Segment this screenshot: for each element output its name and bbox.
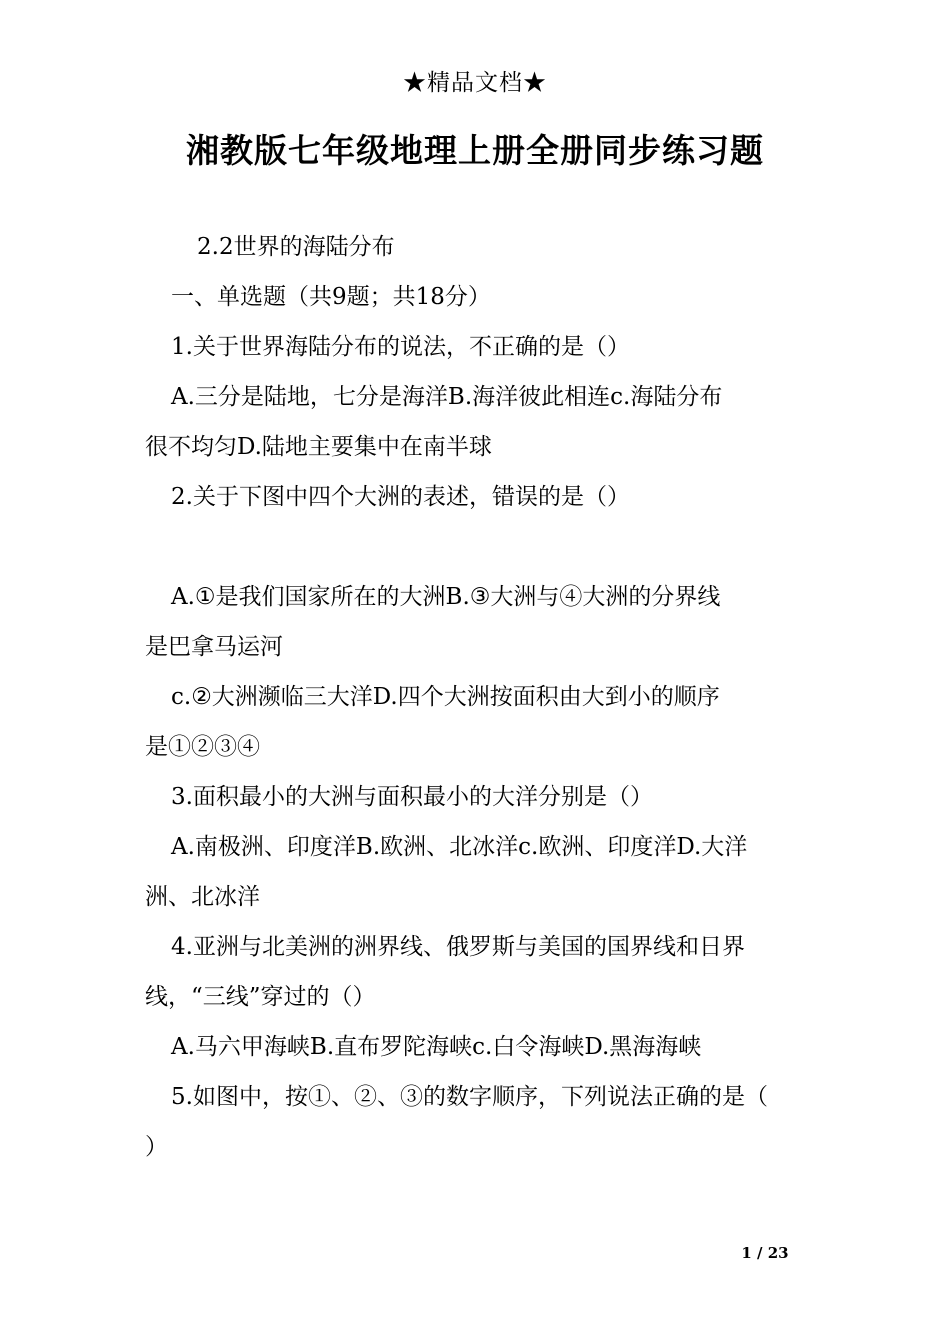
question-2-options: A.①是我们国家所在的大洲B.③大洲与④大洲的分界线 <box>171 584 721 610</box>
question-3-options: A.南极洲、印度洋B.欧洲、北冰洋c.欧洲、印度洋D.大洋 <box>171 834 748 860</box>
question-2-options-cont: 是巴拿马运河 <box>145 634 283 660</box>
question-4-options: A.马六甲海峡B.直布罗陀海峡c.白令海峡D.黑海海峡 <box>171 1034 702 1060</box>
section-heading: 2.2世界的海陆分布 <box>197 234 395 260</box>
question-2-options-2: c.②大洲濒临三大洋D.四个大洲按面积由大到小的顺序 <box>171 684 720 710</box>
part-heading: 一、单选题（共9题；共18分） <box>171 284 491 310</box>
document-body <box>145 222 810 1172</box>
question-3-stem: 3.面积最小的大洲与面积最小的大洋分别是（） <box>171 784 653 810</box>
question-2-options-2-cont: 是①②③④ <box>145 734 260 760</box>
question-2-stem: 2.关于下图中四个大洲的表述，错误的是（） <box>171 484 630 510</box>
question-5-stem: 5.如图中，按①、②、③的数字顺序，下列说法正确的是（ <box>171 1084 768 1110</box>
question-5-stem-cont: ） <box>145 1134 168 1160</box>
question-1-options: A.三分是陆地，七分是海洋B.海洋彼此相连c.海陆分布 <box>171 384 723 410</box>
figure-placeholder <box>145 522 810 572</box>
question-1-options-cont: 很不均匀D.陆地主要集中在南半球 <box>145 434 492 460</box>
header-tag: ★精品文档★ <box>403 70 547 96</box>
question-4-stem: 4.亚洲与北美洲的洲界线、俄罗斯与美国的国界线和日界 <box>171 934 745 960</box>
document-title: 湘教版七年级地理上册全册同步练习题 <box>186 131 764 170</box>
question-1-stem: 1.关于世界海陆分布的说法，不正确的是（） <box>171 334 630 360</box>
question-4-stem-cont: 线，“三线”穿过的（） <box>145 984 376 1010</box>
question-3-options-cont: 洲、北冰洋 <box>145 884 260 910</box>
page-number: 1 / 23 <box>741 1244 789 1262</box>
